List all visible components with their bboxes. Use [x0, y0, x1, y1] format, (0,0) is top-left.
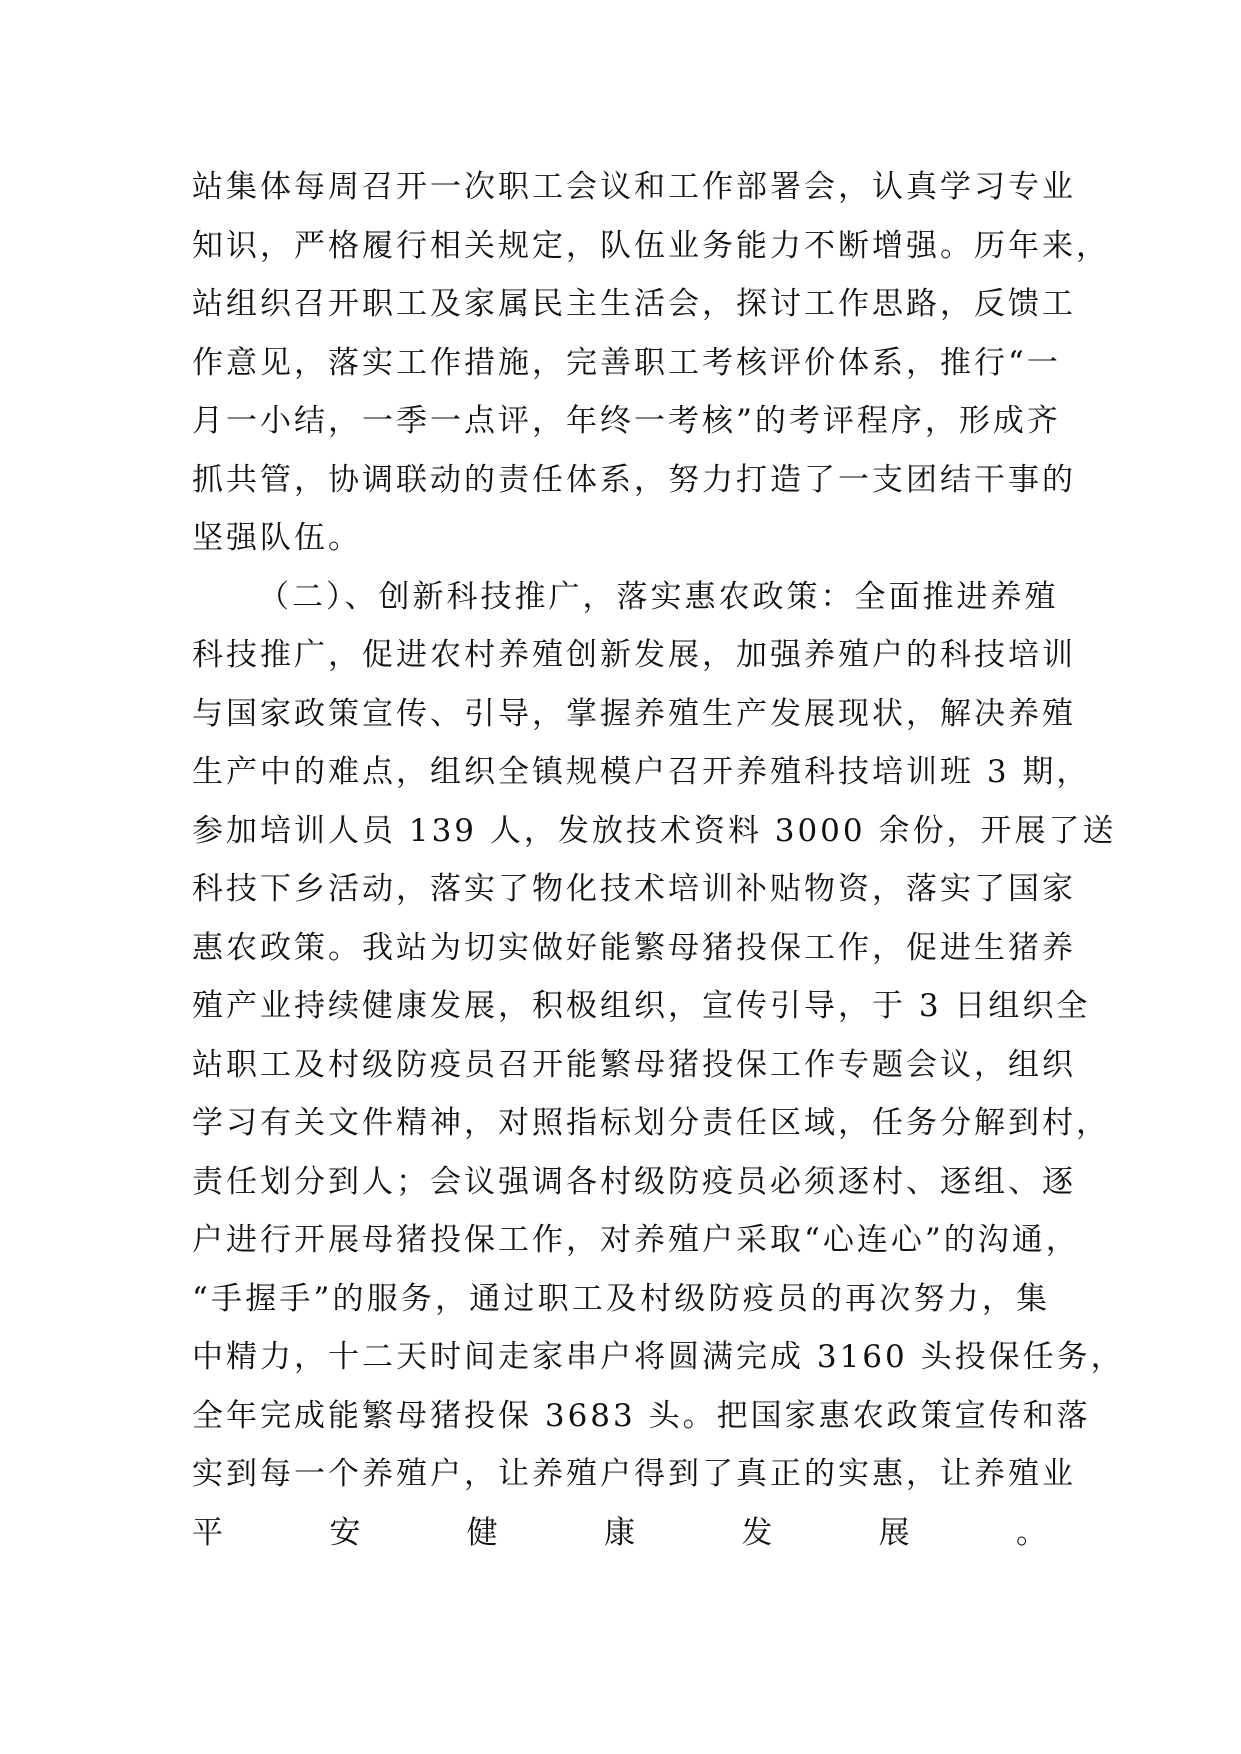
- paragraph-tech-promotion: [192, 568, 1125, 1621]
- text-line: 责任划分到人；会议强调各村级防疫员必须逐村、逐组、逐: [192, 1163, 1076, 1200]
- text-line: 生产中的难点，组织全镇规模户召开养殖科技培训班 3 期，: [192, 754, 1091, 790]
- text-line: 坚强队伍。: [192, 520, 362, 556]
- text-line: 殖产业持续健康发展，积极组织，宣传引导，于 3 日组织全: [192, 988, 1091, 1024]
- text-line: “手握手”的服务，通过职工及村级防疫员的再次努力，集: [192, 1280, 1050, 1317]
- text-line: 惠农政策。我站为切实做好能繁母猪投保工作，促进生猪养: [192, 929, 1076, 966]
- text-line: 科技推广，促进农村养殖创新发展，加强养殖户的科技培训: [192, 637, 1076, 673]
- text-line: 参加培训人员 139 人，发放技术资料 3000 余份，开展了送: [192, 812, 1117, 849]
- section-heading-line: （二）、创新科技推广，落实惠农政策：全面推进养殖: [258, 578, 1059, 615]
- text-line: 站职工及村级防疫员召开能繁母猪投保工作专题会议，组织: [192, 1046, 1076, 1083]
- text-line: 实到每一个养殖户，让养殖户得到了真正的实惠，让养殖业: [192, 1456, 1076, 1492]
- text-line: 中精力，十二天时间走家串户将圆满完成 3160 头投保任务，: [192, 1339, 1125, 1375]
- text-line: 科技下乡活动，落实了物化技术培训补贴物资，落实了国家: [192, 871, 1076, 907]
- text-line: [192, 1562, 1050, 1621]
- text-line: 站组织召开职工及家属民主生活会，探讨工作思路，反馈工: [192, 286, 1076, 322]
- text-line: 月一小结，一季一点评，年终一考核”的考评程序，形成齐: [192, 403, 1061, 439]
- text-line: 学习有关文件精神，对照指标划分责任区域，任务分解到村，: [192, 1105, 1110, 1141]
- text-line: 知识，严格履行相关规定，队伍业务能力不断增强。历年来，: [192, 227, 1110, 264]
- text-line: 全年完成能繁母猪投保 3683 头。把国家惠农政策宣传和落: [192, 1397, 1091, 1434]
- text-line: 户进行开展母猪投保工作，对养殖户采取“心连心”的沟通，: [192, 1222, 1080, 1258]
- text-line: 抓共管，协调联动的责任体系，努力打造了一支团结干事的: [192, 461, 1076, 498]
- paragraph-team-building: [192, 158, 1110, 568]
- text-line: 与国家政策宣传、引导，掌握养殖生产发展现状，解决养殖: [192, 695, 1076, 732]
- text-line: 站集体每周召开一次职工会议和工作部署会，认真学习专业: [192, 169, 1076, 205]
- text-line: 作意见，落实工作措施，完善职工考核评价体系，推行“一: [192, 344, 1061, 381]
- document-body: [192, 158, 1125, 1621]
- text-line: 平安健康发展。: [192, 1514, 1050, 1551]
